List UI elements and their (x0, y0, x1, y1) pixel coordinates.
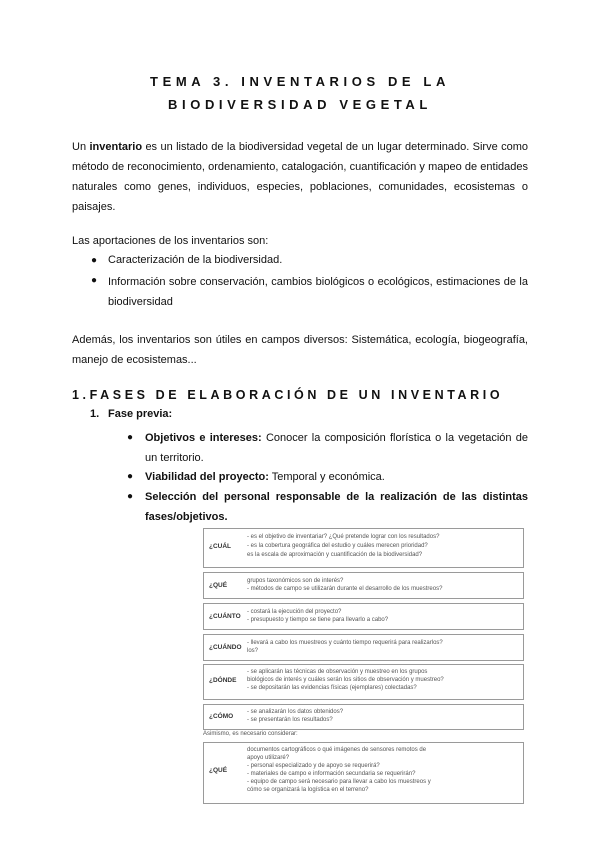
bullet-dot: ● (127, 432, 134, 443)
row-line: los? (247, 648, 259, 654)
row-line: - llevará a cabo los muestreos y cuánto tiempo requerirá para realizarlos? (247, 640, 443, 646)
row-line: - métodos de campo se utilizarán durante el desarrollo de los muestreos? (247, 586, 443, 592)
personnel-label: Selección del personal responsable de la realización de las distintas fases/objetivos. (145, 491, 528, 523)
table-row (203, 742, 524, 804)
row-line: - materiales de campo e información secundaria se requerirán? (247, 771, 416, 777)
table-row (203, 664, 524, 700)
row-question: ¿CÓMO (209, 713, 234, 720)
row-line: - se presentarán los resultados? (247, 717, 333, 723)
table-row (203, 528, 524, 568)
table-note: Asimismo, es necesario considerar: (203, 731, 298, 737)
bullet-dot: ● (91, 275, 98, 286)
intro-pre: Un (72, 141, 90, 153)
objectives-text: Conocer la composición florística o la vegetación de un territorio. (145, 432, 528, 464)
row-line: es la escala de aproximación y cuantificación de la biodiversidad? (247, 552, 423, 558)
row-line: - se aplicarán las técnicas de observación y muestreo en los grupos (247, 669, 428, 675)
row-line: - personal especializado y de apoyo se requerirá? (247, 763, 380, 769)
row-line: - costará la ejecución del proyecto? (247, 609, 342, 615)
row-question: ¿QUÉ (209, 582, 228, 589)
uses-paragraph: Además, los inventarios son útiles en campos diversos: Sistemática, ecología, biogeografía, manejo de ecosistemas... (72, 334, 528, 366)
contribution-item-1: Caracterización de la biodiversidad. (108, 254, 283, 266)
intro-paragraph (72, 137, 528, 217)
phase-label: Fase previa: (108, 408, 173, 420)
row-question: ¿CUÁNTO (209, 613, 241, 620)
table-row (203, 634, 524, 661)
objectives-label: Objetivos e intereses: (145, 432, 262, 444)
row-question: ¿CUÁL (209, 543, 232, 550)
row-line: - se depositarán las evidencias físicas (ejemplares) colectadas? (247, 685, 417, 691)
row-line: - es el objetivo de inventariar? ¿Qué pretende lograr con los resultados? (247, 534, 440, 540)
table-row (203, 603, 524, 630)
intro-term: inventario (89, 141, 143, 153)
bullet-dot: ● (127, 491, 134, 502)
page-title-line-2: BIODIVERSIDAD VEGETAL (168, 97, 432, 112)
viability-label: Viabilidad del proyecto: (145, 471, 269, 483)
row-line: apoyo utilizaré? (247, 755, 290, 761)
viability-text: Temporal y económica. (268, 471, 385, 483)
contribution-item-2: Información sobre conservación, cambios biológicos o ecológicos, estimaciones de la biodiversidad (108, 276, 528, 308)
phase-bullet-personnel (145, 487, 528, 527)
page-title-line-1: TEMA 3. INVENTARIOS DE LA (150, 74, 450, 89)
intro-rest: es un listado de la biodiversidad vegetal de un lugar determinado. Sirve como método de reconocimiento, ordenamiento, catalogación, cuantificación y mapeo de entidades naturales como genes, individuos, especies, poblaciones, comunidades, ecosistemas o paisajes. (72, 141, 529, 213)
row-line: - presupuesto y tiempo se tiene para llevarlo a cabo? (247, 617, 389, 623)
table-row (203, 572, 524, 599)
phase-number: 1. (90, 408, 100, 420)
row-line: - se analizarán los datos obtenidos? (247, 709, 344, 715)
table-row (203, 704, 524, 730)
row-question: ¿QUÉ (209, 767, 228, 774)
phase-bullet-viability (145, 467, 528, 487)
row-question: ¿DÓNDE (209, 677, 237, 684)
section-heading: 1.FASES DE ELABORACIÓN DE UN INVENTARIO (72, 388, 504, 402)
row-line: - equipo de campo será necesario para llevar a cabo los muestreos y (247, 779, 431, 785)
row-line: - es la cobertura geográfica del estudio y cuáles merecen prioridad? (247, 543, 428, 549)
row-line: grupos taxonómicos son de interés? (247, 578, 344, 584)
row-line: cómo se organizará la logística en el terreno? (247, 787, 369, 793)
row-question: ¿CUÁNDO (209, 644, 242, 651)
bullet-dot: ● (127, 471, 134, 482)
row-line: documentos cartográficos o qué imágenes de sensores remotos de (247, 747, 427, 753)
row-line: biológicos de interés y cuáles serán los sitios de observación y muestreo? (247, 677, 444, 683)
contributions-lead: Las aportaciones de los inventarios son: (72, 235, 269, 247)
bullet-dot: ● (91, 255, 98, 266)
phase-bullet-objectives (145, 428, 528, 468)
